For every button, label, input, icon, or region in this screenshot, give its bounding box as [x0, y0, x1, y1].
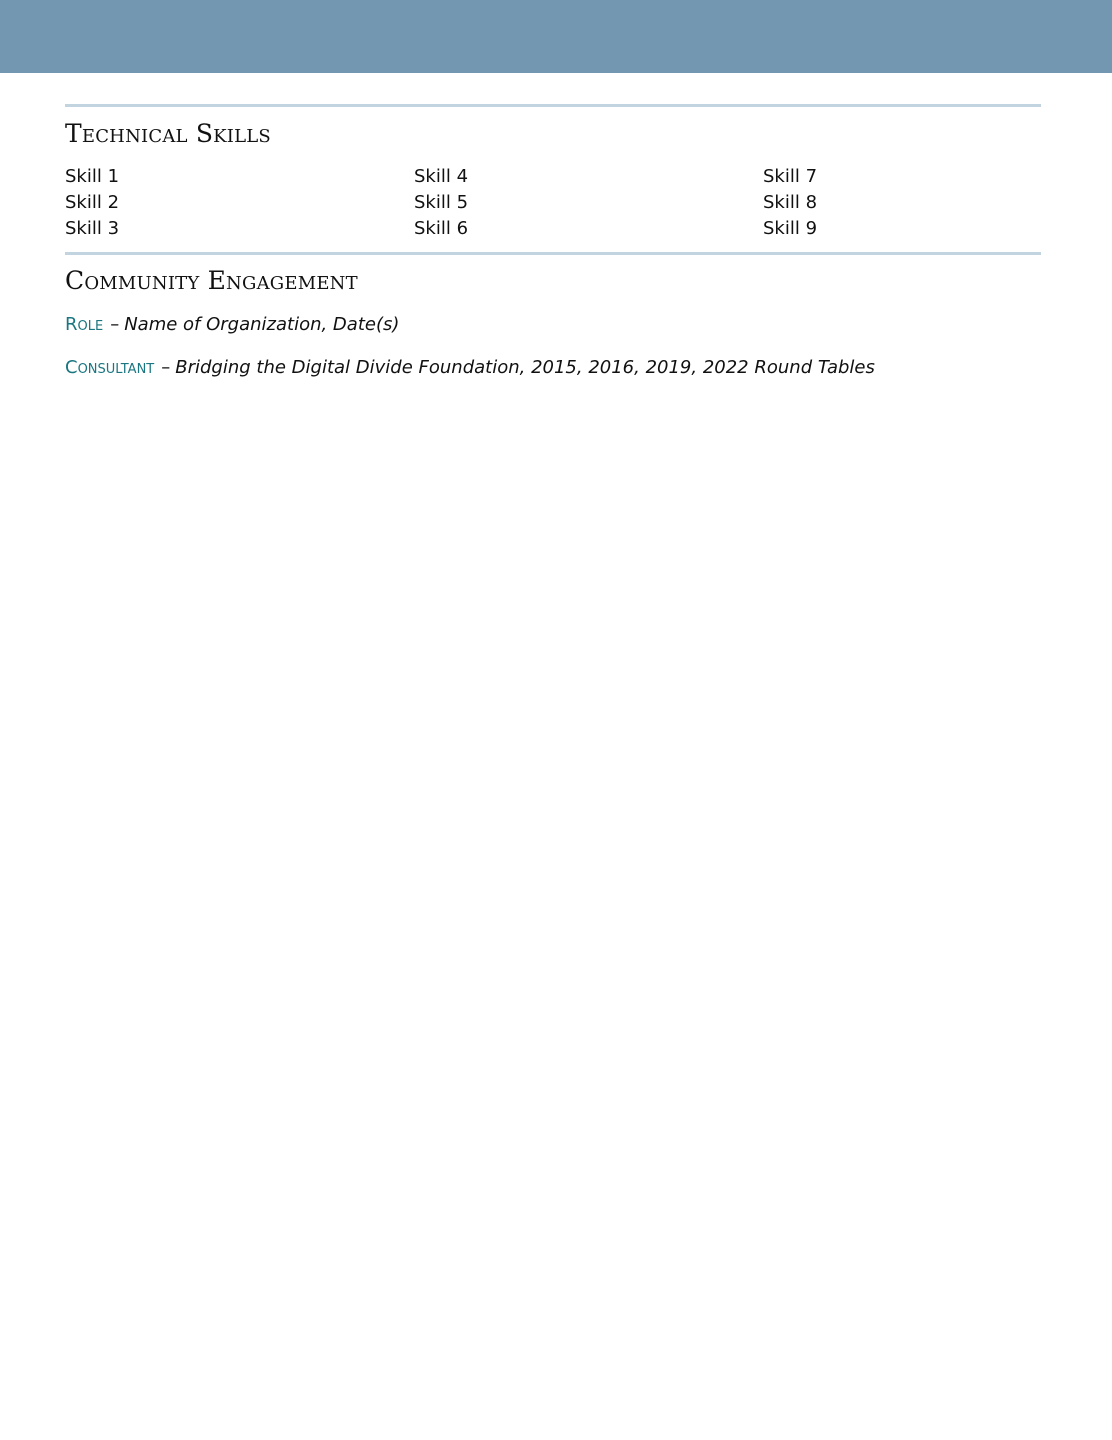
engagement-role: Role — [65, 314, 104, 335]
skill-item: Skill 2 — [65, 192, 120, 213]
entry-separator: – — [110, 314, 120, 335]
skill-item: Skill 4 — [414, 166, 469, 187]
engagement-entry — [65, 356, 875, 380]
engagement-detail: Bridging the Digital Divide Foundation, 2015, 2016, 2019, 2022 Round Tables — [175, 357, 875, 378]
header-band — [0, 0, 1112, 73]
section-divider-community-engagement — [65, 252, 1041, 255]
skill-item: Skill 6 — [414, 218, 469, 239]
section-heading-technical-skills: Technical Skills — [65, 119, 271, 148]
section-divider-technical-skills — [65, 104, 1041, 107]
skill-item: Skill 9 — [763, 218, 818, 239]
skills-column-2 — [414, 164, 714, 242]
entry-separator: – — [161, 357, 171, 378]
skills-column-3 — [763, 164, 1063, 242]
skill-item: Skill 3 — [65, 218, 120, 239]
engagement-role: Consultant — [65, 357, 155, 378]
engagement-detail: Name of Organization, Date(s) — [124, 314, 400, 335]
skill-item: Skill 7 — [763, 166, 818, 187]
section-heading-community-engagement: Community Engagement — [65, 266, 358, 295]
engagement-entry — [65, 313, 399, 337]
skill-item: Skill 8 — [763, 192, 818, 213]
skill-item: Skill 1 — [65, 166, 120, 187]
skills-column-1 — [65, 164, 365, 242]
skill-item: Skill 5 — [414, 192, 469, 213]
